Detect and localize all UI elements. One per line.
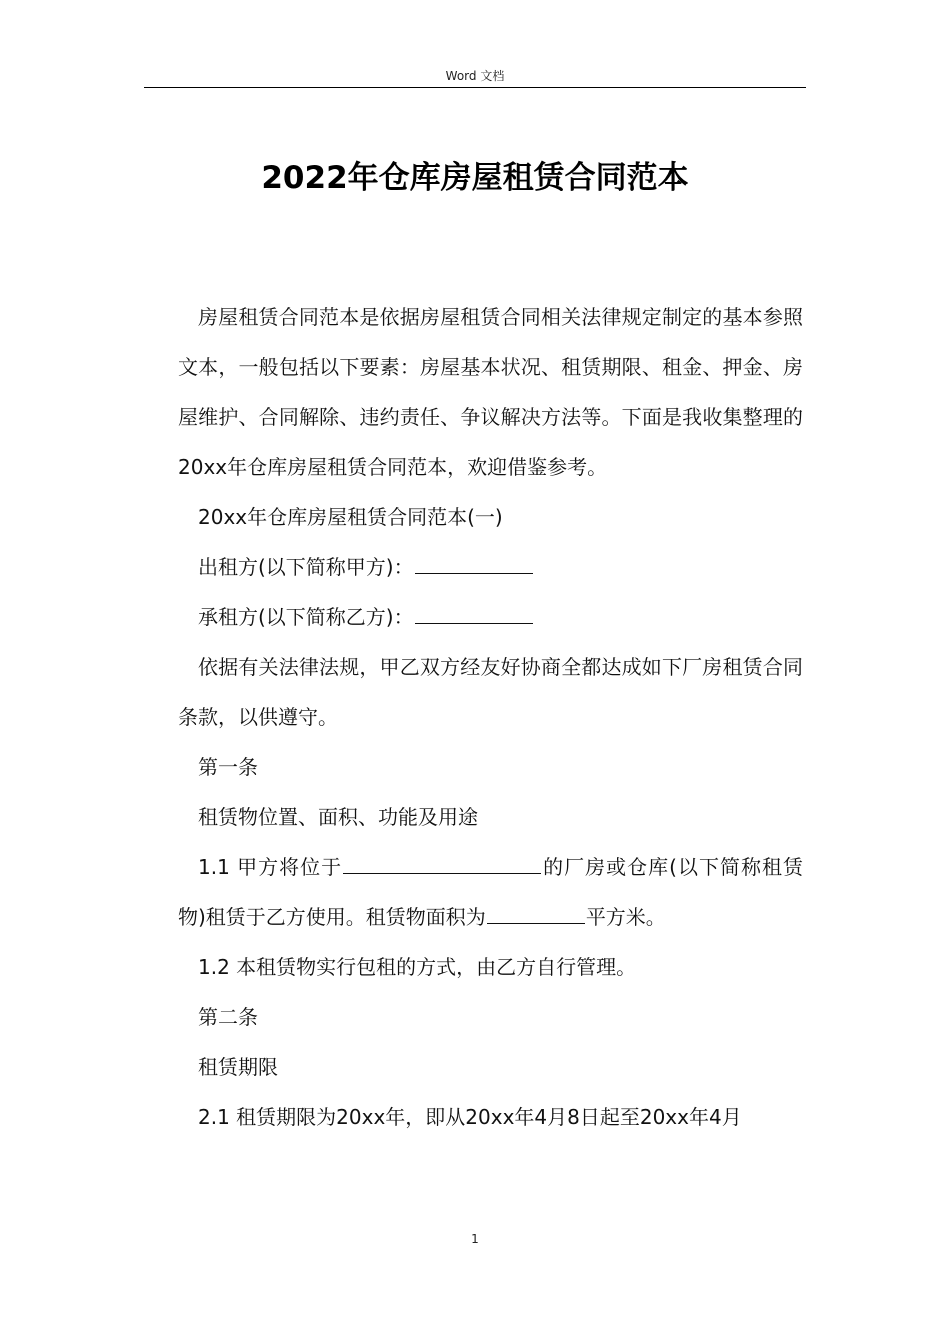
lessee-line	[178, 592, 803, 642]
lessor-blank-field	[415, 554, 533, 574]
area-blank-field	[487, 904, 585, 924]
agreement-paragraph: 依据有关法律法规，甲乙双方经友好协商全都达成如下厂房租赁合同条款，以供遵守。	[178, 655, 803, 729]
article-one-heading: 第一条	[198, 755, 258, 779]
article-one-subject: 租赁物位置、面积、功能及用途	[198, 805, 478, 829]
clause-1-1-end: 平方米。	[585, 905, 666, 929]
document-title: 2022年仓库房屋租赁合同范本	[261, 160, 689, 196]
clause-2-1: 2.1 租赁期限为20xx年，即从20xx年4月8日起至20xx年4月	[198, 1105, 742, 1129]
article-two-heading: 第二条	[198, 1005, 258, 1029]
clause-1-1-start: 1.1 甲方将位于	[198, 855, 343, 879]
intro-paragraph: 房屋租赁合同范本是依据房屋租赁合同相关法律规定制定的基本参照文本，一般包括以下要素：房屋基本状况、租赁期限、租金、押金、房屋维护、合同解除、违约责任、争议解决方法等。下面是我收集整理的20xx年仓库房屋租赁合同范本，欢迎借鉴参考。	[178, 305, 803, 479]
contract-heading: 20xx年仓库房屋租赁合同范本(一)	[198, 505, 503, 529]
location-blank-field	[343, 854, 541, 874]
lessee-label: 承租方(以下简称乙方)：	[198, 605, 414, 629]
lessor-label: 出租方(以下简称甲方)：	[198, 555, 414, 579]
page-header-label: Word 文档	[445, 69, 505, 83]
header-divider	[144, 87, 806, 88]
page-number: 1	[471, 1232, 479, 1246]
article-two-subject: 租赁期限	[198, 1055, 278, 1079]
clause-1-2: 1.2 本租赁物实行包租的方式，由乙方自行管理。	[198, 955, 637, 979]
lessor-line	[178, 542, 803, 592]
clause-1-1	[178, 842, 803, 942]
lessee-blank-field	[415, 604, 533, 624]
document-body	[178, 292, 803, 1142]
clause-1-1-middle: 的厂房或仓库(以下简称租赁物)租赁于乙方使用。租赁物面积为	[178, 855, 803, 929]
